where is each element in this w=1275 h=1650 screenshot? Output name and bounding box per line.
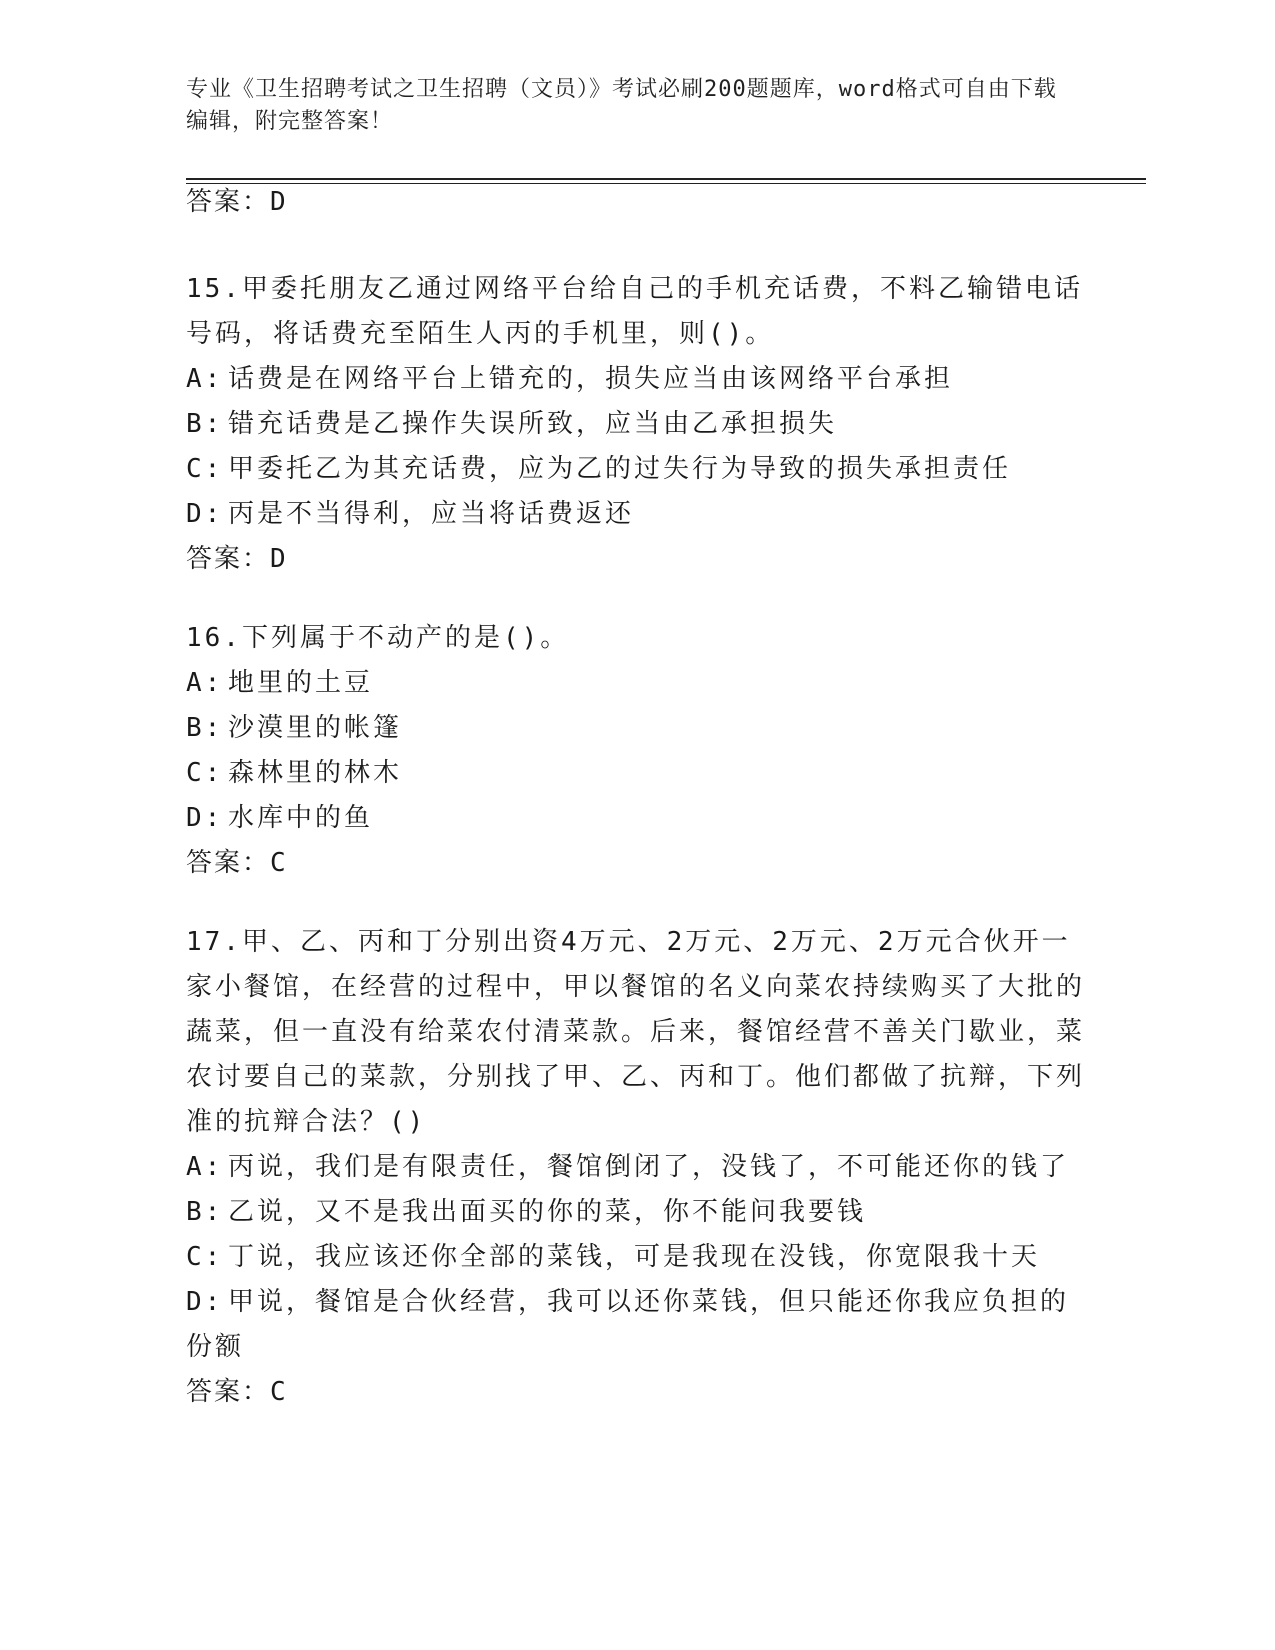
option-b <box>186 1190 1086 1235</box>
answer-value: D <box>270 187 288 217</box>
option-key: D: <box>186 803 224 833</box>
answer-value: D <box>270 544 288 574</box>
answer-label: 答案： <box>186 1377 271 1407</box>
answer-label: 答案： <box>186 544 271 574</box>
option-d <box>186 1280 1086 1370</box>
option-text: 丙说，我们是有限责任，餐馆倒闭了，没钱了，不可能还你的钱了 <box>228 1152 1070 1182</box>
option-key: C: <box>186 758 224 788</box>
option-key: C: <box>186 454 224 484</box>
option-key: A: <box>186 1152 224 1182</box>
answer-value: C <box>270 1377 288 1407</box>
option-text: 森林里的林木 <box>228 758 403 788</box>
option-text: 丁说，我应该还你全部的菜钱，可是我现在没钱，你宽限我十天 <box>228 1242 1041 1272</box>
question-16 <box>186 616 1086 886</box>
option-text: 丙是不当得利，应当将话费返还 <box>228 499 635 529</box>
option-key: B: <box>186 409 224 439</box>
option-text: 错充话费是乙操作失误所致，应当由乙承担损失 <box>228 409 838 439</box>
option-text: 地里的土豆 <box>228 668 374 698</box>
option-key: B: <box>186 713 224 743</box>
option-c <box>186 1235 1086 1280</box>
option-b <box>186 402 1086 447</box>
option-key: C: <box>186 1242 224 1272</box>
question-17 <box>186 920 1086 1415</box>
option-text: 甲委托乙为其充话费，应为乙的过失行为导致的损失承担责任 <box>228 454 1012 484</box>
option-a <box>186 661 1086 706</box>
option-c <box>186 751 1086 796</box>
option-key: D: <box>186 499 224 529</box>
answer-line <box>186 537 1086 582</box>
document-header: 专业《卫生招聘考试之卫生招聘（文员）》考试必刷200题题库，word格式可自由下载编辑，附完整答案！ <box>186 77 1057 134</box>
option-a <box>186 1145 1086 1190</box>
option-key: A: <box>186 364 224 394</box>
question-15 <box>186 267 1086 582</box>
option-key: A: <box>186 668 224 698</box>
option-key: B: <box>186 1197 224 1227</box>
option-text: 话费是在网络平台上错充的，损失应当由该网络平台承担 <box>228 364 954 394</box>
option-text: 乙说，又不是我出面买的你的菜，你不能问我要钱 <box>228 1197 867 1227</box>
option-c <box>186 447 1086 492</box>
option-b <box>186 706 1086 751</box>
answer-label: 答案： <box>186 187 271 217</box>
answer-value: C <box>270 848 288 878</box>
answer-line <box>186 841 1086 886</box>
question-stem: 17.甲、乙、丙和丁分别出资4万元、2万元、2万元、2万元合伙开一家小餐馆，在经营的过程中，甲以餐馆的名义向菜农持续购买了大批的蔬菜，但一直没有给菜农付清菜款。后来，餐馆经营不善关门歇业，菜农讨要自己的菜款，分别找了甲、乙、丙和丁。他们都做了抗辩，下列准的抗辩合法？() <box>186 927 1086 1137</box>
answer-line <box>186 1370 1086 1415</box>
option-d <box>186 492 1086 537</box>
option-a <box>186 357 1086 402</box>
question-stem: 15.甲委托朋友乙通过网络平台给自己的手机充话费，不料乙输错电话号码，将话费充至陌生人丙的手机里，则()。 <box>186 274 1083 349</box>
option-text: 水库中的鱼 <box>228 803 374 833</box>
option-text: 甲说，餐馆是合伙经营，我可以还你菜钱，但只能还你我应负担的份额 <box>186 1287 1070 1362</box>
question-stem: 16.下列属于不动产的是()。 <box>186 623 570 653</box>
option-text: 沙漠里的帐篷 <box>228 713 403 743</box>
option-key: D: <box>186 1287 224 1317</box>
answer-line <box>186 180 1086 225</box>
top-answer-block <box>186 180 1086 225</box>
answer-label: 答案： <box>186 848 271 878</box>
option-d <box>186 796 1086 841</box>
